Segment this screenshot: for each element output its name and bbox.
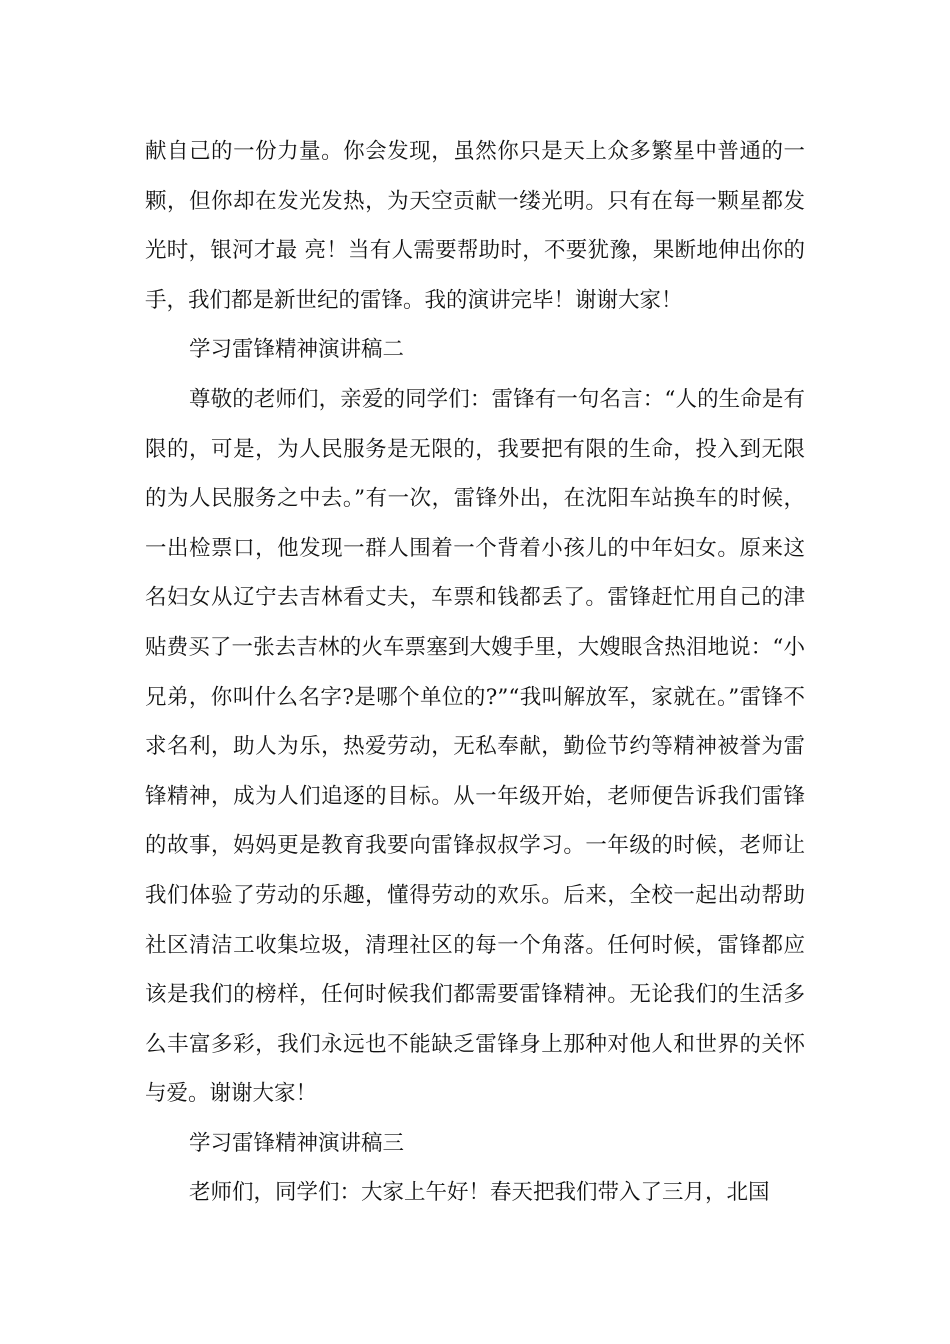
paragraph-speech-three-opening: 老师们，同学们：大家上午好！春天把我们带入了三月，北国 [189, 1180, 770, 1206]
paragraph-speech-two: 尊敬的老师们，亲爱的同学们：雷锋有一句名言：“人的生命是有限的，可是，为人民服务是无限的，我要把有限的生命，投入到无限的为人民服务之中去。”有一次，雷锋外出，在沈阳车站换车的时候，一出检票口，他发现一群人围着一个背着小孩儿的中年妇女。原来这名妇女从辽宁去吉林看丈夫，车票和钱都丢了。雷锋赶忙用自己的津贴费买了一张去吉林的火车票塞到大嫂手里，大嫂眼含热泪地说：“小兄弟，你叫什么名字?是哪个单位的?”“我叫解放军，家就在。”雷锋不求名利，助人为乐，热爱劳动，无私奉献，勤俭节约等精神被誉为雷锋精神，成为人们追逐的目标。从一年级开始，老师便告诉我们雷锋的故事，妈妈更是教育我要向雷锋叔叔学习。一年级的时候，老师让我们体验了劳动的乐趣，懂得劳动的欢乐。后来，全校一起出动帮助社区清洁工收集垃圾，清理社区的每一个角落。任何时候，雷锋都应该是我们的榜样，任何时候我们都需要雷锋精神。无论我们的生活多么丰富多彩，我们永远也不能缺乏雷锋身上那种对他人和世界的关怀与爱。谢谢大家！ [145, 386, 805, 1107]
document-body [145, 127, 805, 1218]
paragraph-speech-one-ending: 献自己的一份力量。你会发现，虽然你只是天上众多繁星中普通的一颗，但你却在发光发热，为天空贡献一缕光明。只有在每一颗星都发光时，银河才最 亮！当有人需要帮助时，不要犹豫，果断地伸出你的手，我们都是新世纪的雷锋。我的演讲完毕！谢谢大家！ [145, 139, 805, 313]
section-heading-speech-three: 学习雷锋精神演讲稿三 [189, 1130, 405, 1156]
section-heading-speech-two: 学习雷锋精神演讲稿二 [189, 337, 405, 363]
